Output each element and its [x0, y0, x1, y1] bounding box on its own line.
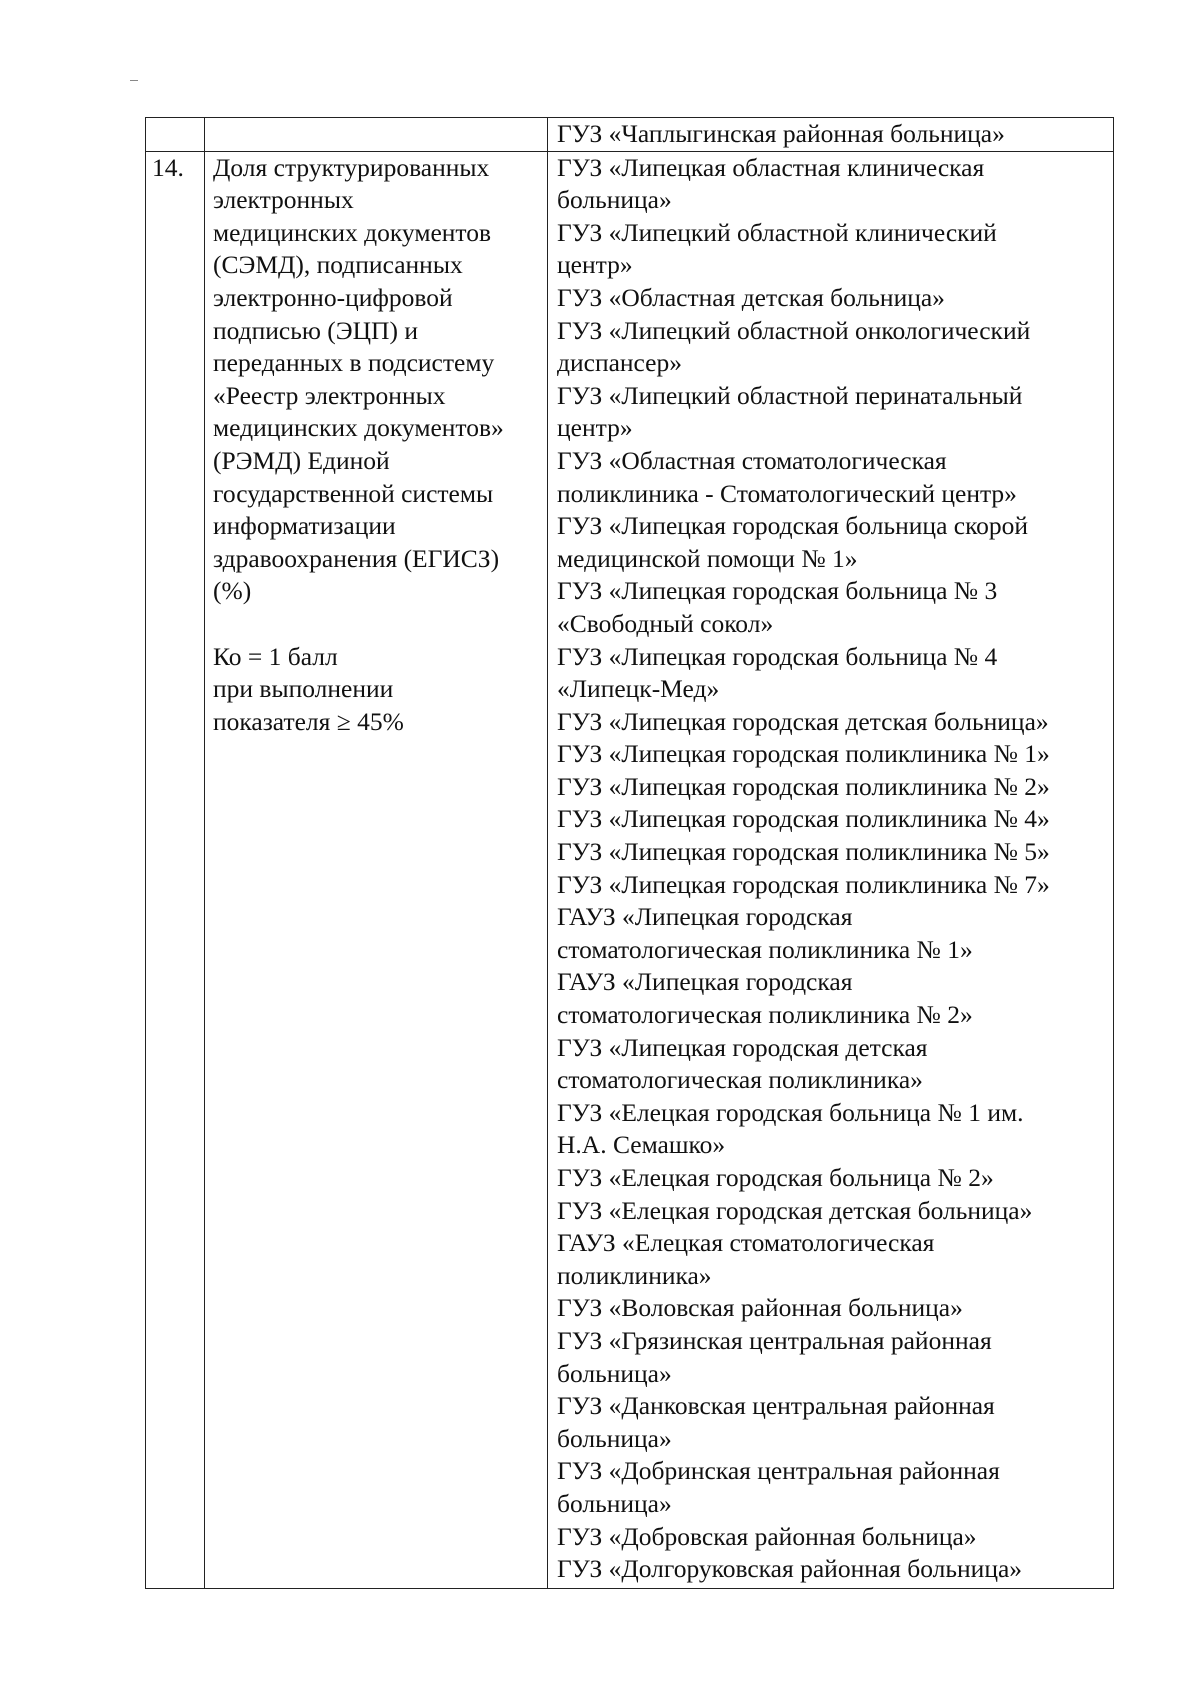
criterion-text-line: при выполнении [213, 674, 394, 704]
organization-name-line: стоматологическая поликлиника № 2» [557, 1000, 973, 1030]
row-number-cell: 14. [146, 151, 205, 1588]
organization-name-line: поликлиника - Стоматологический центр» [557, 478, 1017, 508]
organization-name-line: центр» [557, 413, 633, 443]
indicator-text-line: «Реестр электронных [213, 380, 446, 410]
organization-name-line: ГУЗ «Елецкая городская больница № 1 им. [557, 1097, 1024, 1127]
organization-name-line: ГУЗ «Липецкая городская больница № 3 [557, 576, 998, 606]
organization-name-line: ГУЗ «Липецкая городская детская [557, 1032, 928, 1062]
organization-name-line: больница» [557, 1423, 672, 1453]
organization-name-line: больница» [557, 1358, 672, 1388]
indicator-cell [205, 151, 548, 1588]
organization-list [557, 152, 1111, 1586]
indicator-text-line: Доля структурированных [213, 152, 490, 182]
organization-name-line: ГАУЗ «Елецкая стоматологическая [557, 1228, 935, 1258]
organization-name-line: ГУЗ «Воловская районная больница» [557, 1293, 963, 1323]
row-number-cell [146, 118, 205, 152]
organization-item [557, 217, 1111, 282]
organization-name-line: ГУЗ «Липецкая городская поликлиника № 5» [557, 837, 1050, 867]
indicator-text-line: медицинских документов [213, 217, 492, 247]
indicator-text-line: подписью (ЭЦП) и [213, 315, 418, 345]
organization-name-line: «Свободный сокол» [557, 608, 774, 638]
organization-name-line: поликлиника» [557, 1260, 712, 1290]
organization-name-line: ГУЗ «Липецкая городская поликлиника № 4» [557, 804, 1050, 834]
organization-name-line: ГУЗ «Липецкая городская больница № 4 [557, 641, 998, 671]
organization-item [557, 1032, 1111, 1097]
organization-name-line: ГУЗ «Липецкая областная клиническая [557, 152, 985, 182]
organization-item [557, 1553, 1111, 1586]
organization-name-line: ГУЗ «Областная детская больница» [557, 282, 945, 312]
indicator-cell [205, 118, 548, 152]
organization-item [557, 1227, 1111, 1292]
indicator-text-line: информатизации [213, 511, 396, 541]
organization-name-line: центр» [557, 250, 633, 280]
organization-item [557, 282, 1111, 315]
organization-name-line: стоматологическая поликлиника № 1» [557, 934, 973, 964]
table-row-14 [146, 151, 1114, 1588]
organization-name-line: ГУЗ «Липецкая городская поликлиника № 7» [557, 869, 1050, 899]
organization-item [557, 706, 1111, 739]
organization-name-line: ГУЗ «Липецкая городская больница скорой [557, 511, 1029, 541]
indicator-text-line: электронных [213, 185, 354, 215]
organization-item [557, 152, 1111, 217]
organization-item [557, 771, 1111, 804]
organization-name-line: стоматологическая поликлиника» [557, 1065, 923, 1095]
organization-item [557, 836, 1111, 869]
organization-item [557, 803, 1111, 836]
organization-item [557, 1521, 1111, 1554]
table-row-continuation [146, 118, 1114, 152]
organization-item [557, 869, 1111, 902]
scan-mark [130, 80, 138, 81]
organization-item [557, 641, 1111, 706]
organization-name-line: ГУЗ «Липецкая городская детская больница» [557, 706, 1049, 736]
organization-item [557, 1097, 1111, 1162]
organization-name-line: ГУЗ «Данковская центральная районная [557, 1391, 995, 1421]
indicator-text-line: (РЭМД) Единой [213, 445, 390, 475]
organization-item [557, 445, 1111, 510]
organization-item [557, 1195, 1111, 1228]
scoring-criterion [213, 641, 547, 739]
organization-item [557, 315, 1111, 380]
organization-name-line: Н.А. Семашко» [557, 1130, 726, 1160]
organization-name-line: ГУЗ «Липецкий областной клинический [557, 217, 997, 247]
organization-name: ГУЗ «Чаплыгинская районная больница» [557, 119, 1005, 148]
indicator-text-line: медицинских документов» [213, 413, 504, 443]
indicator-table [145, 117, 1114, 1589]
criterion-text-line: показателя ≥ 45% [213, 706, 404, 736]
organization-item [557, 510, 1111, 575]
criterion-text-line: Ко = 1 балл [213, 641, 338, 671]
organization-item [557, 738, 1111, 771]
organization-name-line: ГУЗ «Липецкая городская поликлиника № 1» [557, 739, 1050, 769]
organization-name-line: ГАУЗ «Липецкая городская [557, 902, 853, 932]
indicator-text-line: государственной системы [213, 478, 494, 508]
organization-item [557, 901, 1111, 966]
organization-item [557, 1455, 1111, 1520]
organization-name-line: медицинской помощи № 1» [557, 543, 858, 573]
organization-name-line: ГУЗ «Областная стоматологическая [557, 445, 947, 475]
organization-item [557, 1390, 1111, 1455]
organization-item [557, 575, 1111, 640]
organization-item [557, 1325, 1111, 1390]
spacer [213, 608, 547, 641]
indicator-description [213, 152, 547, 608]
organization-name-line: ГУЗ «Липецкий областной перинатальный [557, 380, 1023, 410]
organization-item [557, 380, 1111, 445]
organization-name-line: больница» [557, 185, 672, 215]
organization-name-line: ГУЗ «Добринская центральная районная [557, 1456, 1000, 1486]
organization-name-line: больница» [557, 1488, 672, 1518]
organization-name-line: ГУЗ «Липецкий областной онкологический [557, 315, 1031, 345]
organization-name-line: ГУЗ «Добровская районная больница» [557, 1521, 977, 1551]
organization-list-cell [548, 151, 1114, 1588]
indicator-text-line: (СЭМД), подписанных [213, 250, 463, 280]
organization-name-line: ГУЗ «Елецкая городская детская больница» [557, 1195, 1033, 1225]
indicator-text-line: электронно-цифровой [213, 282, 453, 312]
organization-item [557, 1162, 1111, 1195]
organization-item [557, 1292, 1111, 1325]
organization-name-line: ГУЗ «Елецкая городская больница № 2» [557, 1163, 994, 1192]
indicator-text-line: здравоохранения (ЕГИСЗ) [213, 543, 500, 573]
organization-name-line: ГУЗ «Грязинская центральная районная [557, 1325, 992, 1355]
organization-name-line: ГУЗ «Долгоруковская районная больница» [557, 1554, 1023, 1584]
organization-name-line: «Липецк-Мед» [557, 674, 720, 704]
organization-name-line: ГАУЗ «Липецкая городская [557, 967, 853, 997]
organization-name-line: ГУЗ «Липецкая городская поликлиника № 2» [557, 771, 1050, 801]
organization-name-line: диспансер» [557, 348, 682, 378]
organization-item [557, 966, 1111, 1031]
organization-cell [548, 118, 1114, 152]
indicator-text-line: (%) [213, 576, 252, 606]
indicator-text-line: переданных в подсистему [213, 348, 495, 378]
